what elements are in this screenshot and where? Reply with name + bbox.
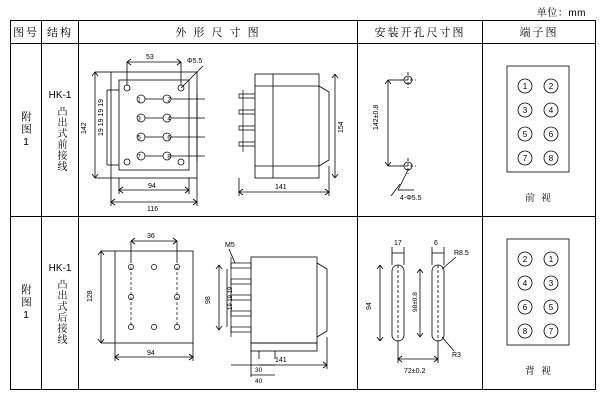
terminal-num-2: 2 [522,255,528,264]
terminal-drawing-cell-2 [483,217,596,390]
unit-note: 单位：mm [536,8,586,19]
dim-inner-19s: 19 19 19 19 [98,99,105,136]
terminal-num-1: 1 [522,82,528,91]
mounting-drawing-1 [358,44,480,214]
header-terminal: 端子图 [483,21,596,44]
dim-hole-dia: Φ5.5 [187,58,203,65]
terminal-num-4: 4 [522,279,528,288]
dim-mount-94: 94 [366,302,373,310]
dim-height-128: 128 [87,290,94,302]
dim-mount-17: 17 [394,240,402,247]
terminal-num-6: 6 [548,130,554,139]
pin-label-5: 5 [137,135,141,142]
fig-no-cell-1 [11,44,42,217]
terminal-num-6: 6 [522,303,528,312]
pin-label-6: 6 [167,135,171,142]
terminal-num-2: 2 [548,82,554,91]
structure-code-1: HK-1 [48,89,72,101]
outline-drawing-cell-2 [79,217,358,390]
pin-label-2: 2 [167,97,171,104]
structure-label-2: 凸出式后接线 [55,278,66,345]
dim-mount-72: 72±0.2 [404,368,426,375]
dim-mount-6: 6 [434,240,438,247]
terminal-diagram-2 [483,229,593,361]
dim-mount-98: 98±0.8 [412,292,419,312]
dim-depth-141: 141 [275,184,287,191]
terminal-drawing-cell-1 [483,44,596,217]
mounting-drawing-cell-2 [358,217,483,390]
dim-top-53: 53 [146,54,154,61]
dim-height-142: 142 [81,122,88,134]
dim-width-94: 94 [148,183,156,190]
structure-cell-2 [42,217,79,390]
mounting-drawing-2 [358,217,480,387]
dim-width-116: 116 [147,206,159,213]
dimension-table [10,20,596,390]
mounting-drawing-cell-1 [358,44,483,217]
terminal-num-4: 4 [548,106,554,115]
table-row [11,44,596,217]
pin-label-1: 1 [137,97,141,104]
terminal-num-7: 7 [522,154,528,163]
terminal-num-5: 5 [548,303,554,312]
dim-screw-m5: M5 [225,242,235,249]
terminal-caption-2: 背 视 [525,366,553,377]
structure-cell-1 [42,44,79,217]
terminal-caption-1: 前 视 [525,193,553,204]
dim-mount-142: 142±0.8 [373,104,380,130]
structure-code-2: HK-1 [48,262,72,274]
header-structure: 结构 [42,21,79,44]
terminal-num-8: 8 [548,154,554,163]
dim-side-154: 154 [338,121,345,133]
pin-label-3: 3 [137,116,141,123]
dim-top-36: 36 [147,233,155,240]
pin-label-4: 4 [167,116,171,123]
dim-mount-r85: R8.5 [454,250,469,257]
terminal-num-5: 5 [522,130,528,139]
header-fig-no: 图号 [11,21,42,44]
fig-no-label-1: 附图1 [20,110,32,150]
outline-drawing-2 [79,217,355,387]
dim-width-94-2: 94 [147,350,155,357]
terminal-num-7: 7 [548,327,554,336]
dim-side-98: 98 [205,296,212,304]
dim-mount-hole: 4-Φ5.5 [400,195,422,202]
fig-no-label-2: 附图1 [20,283,32,323]
pin-label-8: 8 [167,154,171,161]
terminal-num-3: 3 [522,106,528,115]
dim-inner-19s-2: 19 19 19 [228,286,234,310]
dim-base-40: 40 [255,378,263,385]
outline-drawing-cell-1 [79,44,358,217]
fig-no-cell-2 [11,217,42,390]
terminal-num-8: 8 [522,327,528,336]
structure-label-1: 凸出式前接线 [55,105,66,172]
header-outline: 外 形 尺 寸 图 [79,21,358,44]
terminal-num-3: 3 [548,279,554,288]
outline-drawing-1 [79,44,355,214]
terminal-num-1: 1 [548,255,554,264]
pin-label-7: 7 [137,154,141,161]
terminal-diagram-1 [483,56,593,188]
dim-mount-r3: R3 [452,352,461,359]
table-row [11,217,596,390]
header-mounting: 安装开孔尺寸图 [358,21,483,44]
dim-depth-141-2: 141 [275,357,287,364]
table-header-row [11,21,596,44]
dim-base-30: 30 [255,367,263,374]
